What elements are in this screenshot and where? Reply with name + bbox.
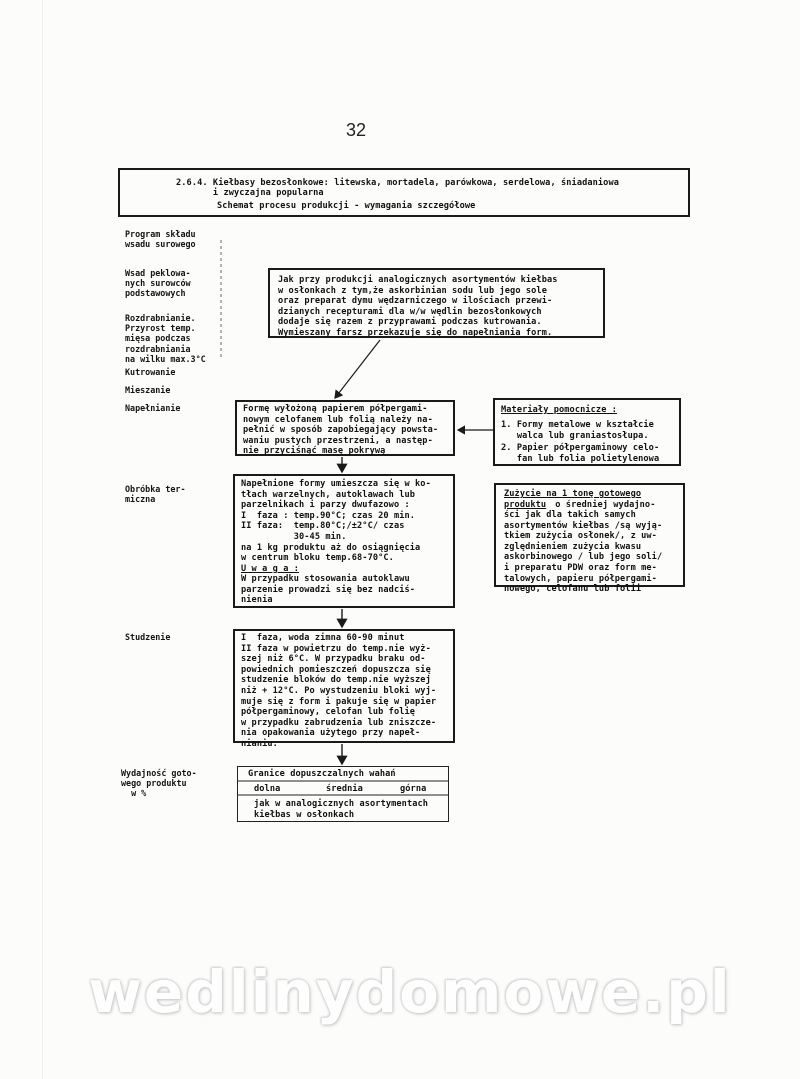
obrobka-text: Napełnione formy umieszcza się w ko- tłach warzelnych, autoklawach lub parzelnikach i parzy dwufazowo : I faza : temp.90°C; czas 20 min. II faza: temp.80°C;/±2°C/ czas 30-45 min. na 1 kg produktu aż do osiągnięcia w centrum bloku temp.68-70°C. (241, 479, 431, 564)
studzenie-text: I faza, woda zimna 60-90 minut II faza w powietrzu do temp.nie wyż- szej niż 6°C. W przypadku braku od- powiednich pomieszczeń dopuszcza się studzenie bloków do temp.nie wyższej niż + 12°C. Po wystudzeniu bloki wyj- muje się z form i pakuje się w papier półpergaminowy, celofan lub folię w przypadku zabrudzenia lub zniszcze- nia opakowania użytego przy napeł- nianiu. (241, 633, 437, 749)
section-title: 2.6.4. Kiełbasy bezosłonkowe: litewska, mortadela, parówkowa, serdelowa, śniadaniowa (176, 178, 620, 188)
napelnianie-text: Formę wyłożoną papierem półpergami- nowym celofanem lub folią należy na- pełnić w sposób zapobiegający powsta- waniu pustych przestrzeni, a następ- nie przyciśnąć masę pokrywą (243, 404, 439, 457)
step-napelnianie: Napełnianie (125, 403, 181, 413)
page-number: 32 (346, 120, 367, 140)
section-title-cont: i zwyczajna popularna (176, 188, 324, 198)
step-rozdrabnianie: Rozdrabnianie. Przyrost temp. mięsa podczas rozdrabniania na wilku max.3°C (125, 313, 206, 364)
arrow-kutrowanie-napelnianie (335, 340, 380, 398)
yield-col-srednia: średnia (326, 784, 363, 794)
step-obrobka: Obróbka ter- miczna (125, 484, 186, 505)
materials-title: Materiały pomocnicze : (501, 405, 618, 415)
yield-table-title: Granice dopuszczalnych wahań (248, 769, 396, 779)
uwaga-text: W przypadku stosowania autoklawu parzenie prowadzi się bez nadciś- nienia (241, 574, 416, 606)
yield-col-gorna: górna (400, 784, 427, 794)
uwaga-title: U w a g a : (241, 564, 300, 574)
materials-item-1: 1. Formy metalowe w kształcie walca lub graniastosłupa. (501, 420, 654, 441)
consumption-title: Zużycie na 1 tonę gotowego produktu (504, 489, 642, 510)
consumption-title-tail: o średniej wydajno- (550, 499, 656, 510)
step-mieszanie: Mieszanie (125, 385, 171, 395)
yield-note: jak w analogicznych asortymentach kiełbas w osłonkach (254, 799, 429, 820)
section-subtitle: Schemat procesu produkcji - wymagania szczegółowe (217, 201, 476, 211)
step-kutrowanie: Kutrowanie (125, 367, 176, 377)
step-wydajnosc: Wydajność goto- wego produktu w % (121, 768, 197, 799)
step-wsad: Wsad peklowa- nych surowców podstawowych (125, 268, 191, 299)
yield-col-dolna: dolna (254, 784, 281, 794)
kutrowanie-text: Jak przy produkcji analogicznych asortymentów kiełbas w osłonkach z tym,że askorbinian sodu lub jego sole oraz preparat dymu wędzarniczego w ilościach przewi- dzianych recepturami dla w/w wędlin bezosłonkowych dodaje się razem z przyprawami podczas kutrowania. Wymieszany farsz przekazuje się do napełniania form. (278, 275, 558, 338)
watermark: wedlinydomowe.pl (88, 958, 732, 1026)
materials-item-2: 2. Papier półpergaminowy celo- fan lub folia polietylenowa (501, 443, 660, 464)
step-program: Program składu wsadu surowego (125, 229, 196, 250)
step-studzenie: Studzenie (125, 632, 171, 642)
consumption-text: ści jak dla takich samych asortymentów kiełbas /są wyją- tkiem zużycia osłonek/, z uw- zględnieniem zużycia kwasu askorbinowego / lub jego soli/ i preparatu PDW oraz form me- talowych, papieru półpergami- nowego, celofanu lub folii (504, 510, 663, 595)
